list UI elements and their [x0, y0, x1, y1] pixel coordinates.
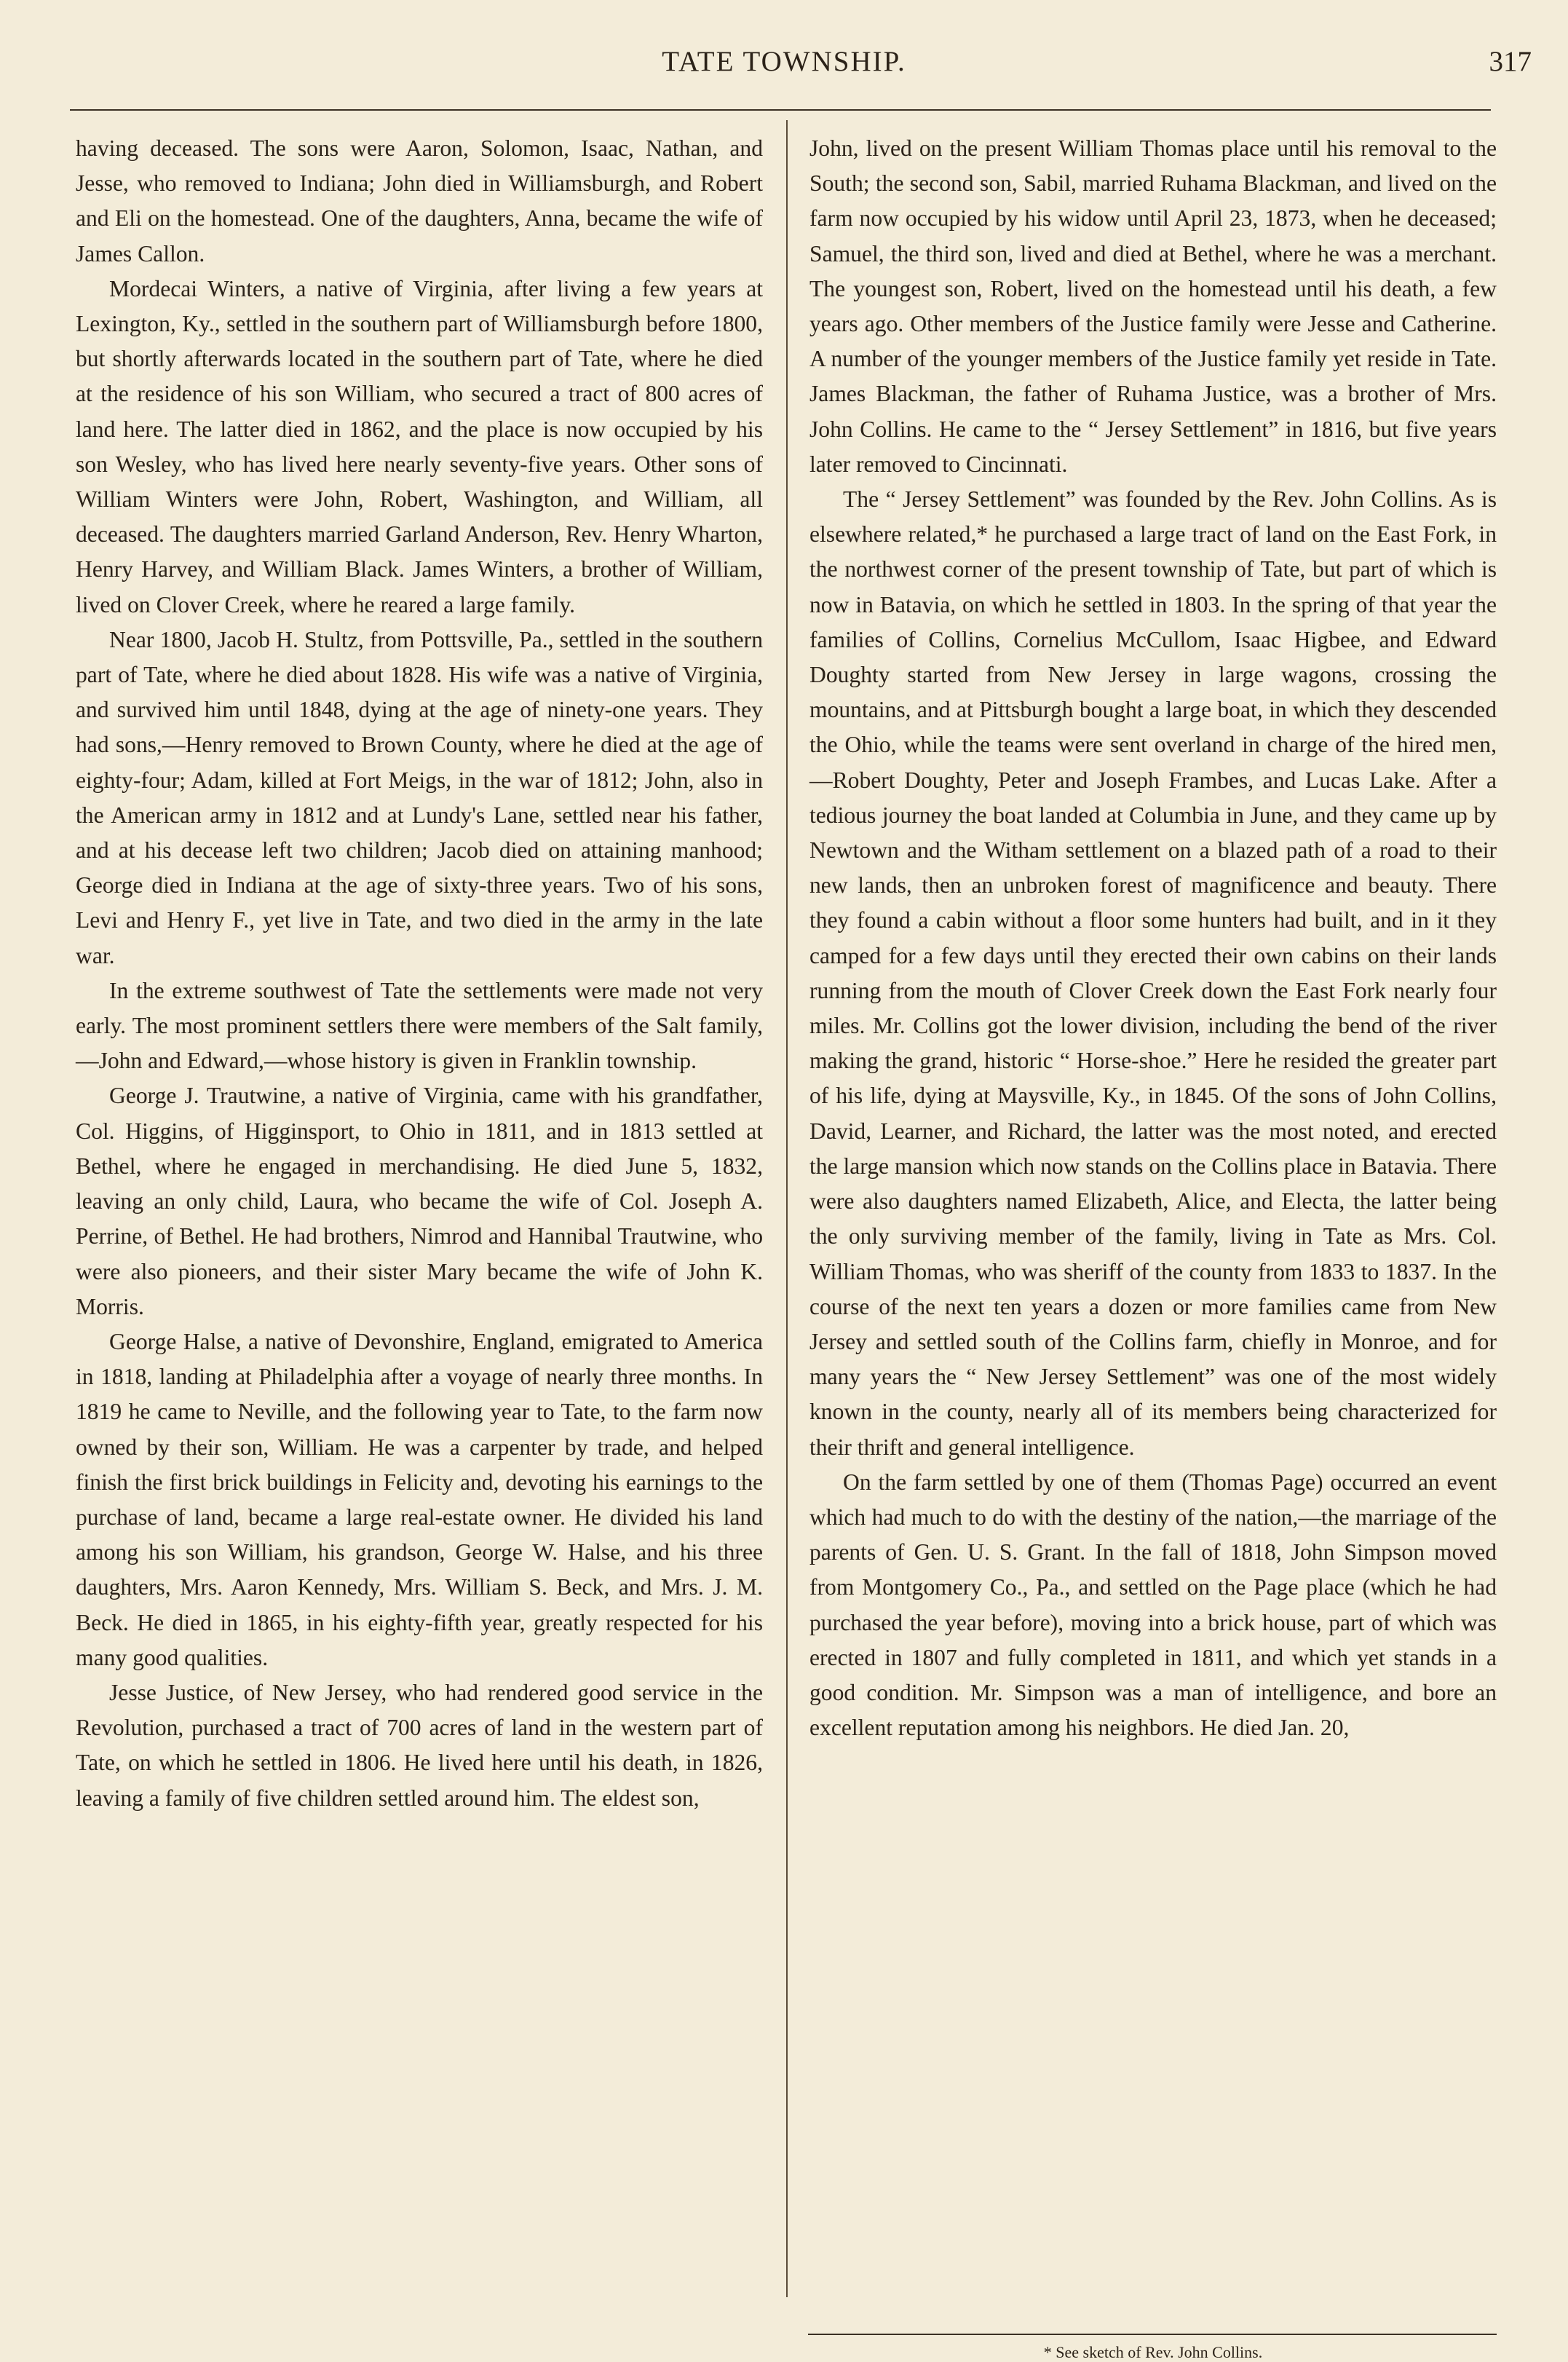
footnote: * See sketch of Rev. John Collins.: [1043, 2343, 1263, 2361]
left-column: [76, 131, 763, 1816]
page-header: [0, 45, 1568, 89]
footnote-rule: [808, 2334, 1497, 2335]
header-rule: [70, 109, 1491, 111]
paragraph: George J. Trautwine, a native of Virginia, came with his grandfather, Col. Higgins, of Higginsport, to Ohio in 1811, and in 1813 settled at Bethel, where he engaged in merchandising. He died June 5, 1832, leaving an only child, Laura, who became the wife of Col. Joseph A. Perrine, of Bethel. He had brothers, Nimrod and Hannibal Trautwine, who were also pioneers, and their sister Mary became the wife of John K. Morris.: [76, 1083, 763, 1319]
page-number: 317: [1489, 46, 1532, 77]
running-title: TATE TOWNSHIP.: [662, 46, 906, 77]
paragraph: Jesse Justice, of New Jersey, who had rendered good service in the Revolution, purchased a tract of 700 acres of land in the western part of Tate, on which he settled in 1806. He lived here until his death, in 1826, leaving a family of five children settled around him. The eldest son,: [76, 1679, 763, 1811]
paragraph: Near 1800, Jacob H. Stultz, from Pottsville, Pa., settled in the southern part of Tate, where he died about 1828. His wife was a native of Virginia, and survived him until 1848, dying at the age of ninety-one years. They had sons,—Henry removed to Brown County, where he died at the age of eighty-four; Adam, killed at Fort Meigs, in the war of 1812; John, also in the American army in 1812 and at Lundy's Lane, settled near his father, and at his decease left two children; Jacob died on attaining manhood; George died in Indiana at the age of sixty-three years. Two of his sons, Levi and Henry F., yet live in Tate, and two died in the army in the late war.: [76, 626, 763, 968]
paragraph: On the farm settled by one of them (Thomas Page) occurred an event which had much to do with the destiny of the nation,—the marriage of the parents of Gen. U. S. Grant. In the fall of 1818, John Simpson moved from Montgomery Co., Pa., and settled on the Page place (which he had purchased the year before), moving into a brick house, part of which was erected in 1807 and fully completed in 1811, and which yet stands in a good condition. Mr. Simpson was a man of intelligence, and bore an excellent reputation among his neighbors. He died Jan. 20,: [809, 1469, 1497, 1741]
paragraph: In the extreme southwest of Tate the settlements were made not very early. The most prominent settlers there were members of the Salt family,—John and Edward,—whose history is given in Franklin township.: [76, 977, 763, 1074]
right-column: [809, 131, 1497, 1745]
paragraph: John, lived on the present William Thomas place until his removal to the South; the second son, Sabil, married Ruhama Blackman, and lived on the farm now occupied by his widow until April 23, 1873, when he deceased; Samuel, the third son, lived and died at Bethel, where he was a merchant. The youngest son, Robert, lived on the homestead until his death, a few years ago. Other members of the Justice family were Jesse and Catherine. A number of the younger members of the Justice family yet reside in Tate. James Blackman, the father of Ruhama Justice, was a brother of Mrs. John Collins. He came to the “ Jersey Settlement” in 1816, but five years later removed to Cincinnati.: [809, 135, 1497, 477]
paragraph: George Halse, a native of Devonshire, England, emigrated to America in 1818, landing at Philadelphia after a voyage of nearly three months. In 1819 he came to Neville, and the following year to Tate, to the farm now owned by their son, William. He was a carpenter by trade, and helped finish the first brick buildings in Felicity and, devoting his earnings to the purchase of land, became a large real-estate owner. He divided his land among his son William, his grandson, George W. Halse, and his three daughters, Mrs. Aaron Kennedy, Mrs. William S. Beck, and Mrs. J. M. Beck. He died in 1865, in his eighty-fifth year, greatly respected for his many good qualities.: [76, 1328, 763, 1670]
paragraph: The “ Jersey Settlement” was founded by the Rev. John Collins. As is elsewhere related,* he purchased a large tract of land on the East Fork, in the northwest corner of the present township of Tate, but part of which is now in Batavia, on which he settled in 1803. In the spring of that year the families of Collins, Cornelius McCullom, Isaac Higbee, and Edward Doughty started from New Jersey in large wagons, crossing the mountains, and at Pittsburgh bought a large boat, in which they descended the Ohio, while the teams were sent overland in charge of the hired men,—Robert Doughty, Peter and Joseph Frambes, and Lucas Lake. After a tedious journey the boat landed at Columbia in June, and they came up by Newtown and the Witham settlement on a blazed path of a road to their new lands, then an unbroken forest of magnificence and beauty. There they found a cabin without a floor some hunters had built, and in it they camped for a few days until they erected their own cabins on their lands running from the mouth of Clover Creek down the East Fork nearly four miles. Mr. Collins got the lower division, including the bend of the river making the grand, historic “ Horse-shoe.” Here he resided the greater part of his life, dying at Maysville, Ky., in 1845. Of the sons of John Collins, David, Learner, and Richard, the latter was the most noted, and erected the large mansion which now stands on the Collins place in Batavia. There were also daughters named Elizabeth, Alice, and Electa, the latter being the only surviving member of the family, living in Tate as Mrs. Col. William Thomas, who was sheriff of the county from 1833 to 1837. In the course of the next ten years a dozen or more families came from New Jersey and settled south of the Collins farm, chiefly in Monroe, and for many years the “ New Jersey Settlement” was one of the most widely known in the county, nearly all of its members being characterized for their thrift and general intelligence.: [809, 486, 1497, 1460]
paragraph: Mordecai Winters, a native of Virginia, after living a few years at Lexington, Ky., settled in the southern part of Williamsburgh before 1800, but shortly afterwards located in the southern part of Tate, where he died at the residence of his son William, who secured a tract of 800 acres of land here. The latter died in 1862, and the place is now occupied by his son Wesley, who has lived here nearly seventy-five years. Other sons of William Winters were John, Robert, Washington, and William, all deceased. The daughters married Garland Anderson, Rev. Henry Wharton, Henry Harvey, and William Black. James Winters, a brother of William, lived on Clover Creek, where he reared a large family.: [76, 275, 763, 617]
paragraph: having deceased. The sons were Aaron, Solomon, Isaac, Nathan, and Jesse, who removed to Indiana; John died in Williamsburgh, and Robert and Eli on the homestead. One of the daughters, Anna, became the wife of James Callon.: [76, 135, 763, 266]
column-divider: [786, 120, 788, 2297]
